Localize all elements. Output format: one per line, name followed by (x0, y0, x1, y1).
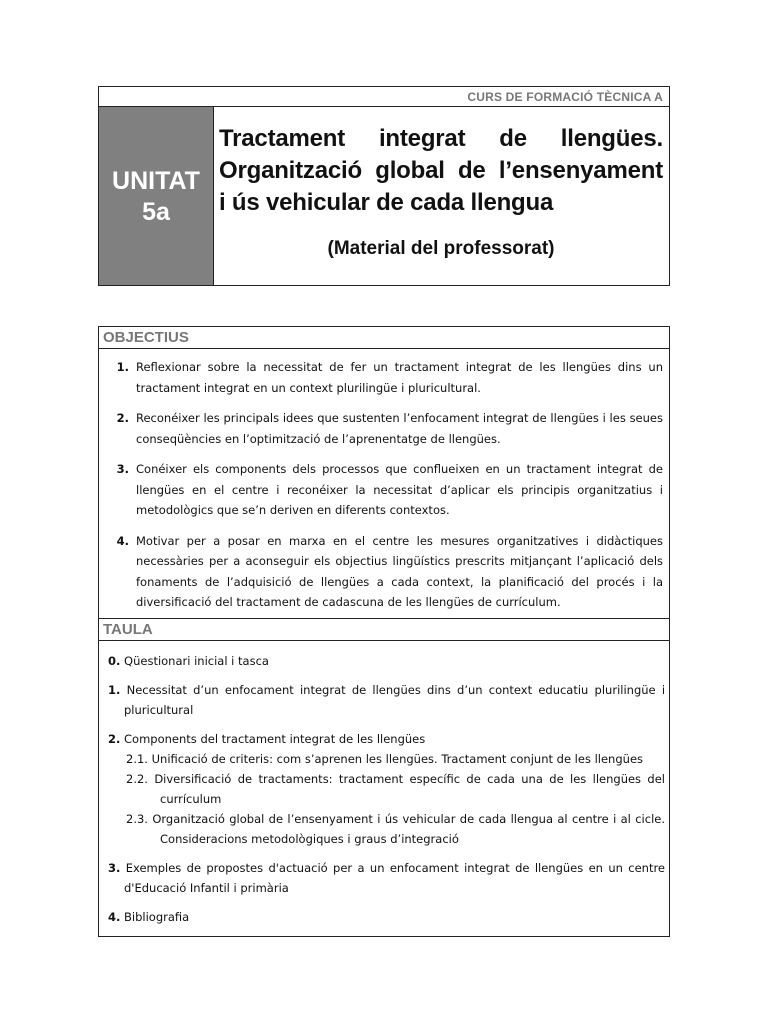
toc-number: 3. (108, 861, 121, 875)
subtitle: (Material del professorat) (327, 238, 555, 259)
objective-number: 3. (116, 462, 129, 476)
content-box (98, 326, 670, 937)
objectius-list (99, 349, 669, 618)
title-line-3: i ús vehicular de cada llengua (219, 189, 554, 216)
title-area (214, 107, 669, 285)
header-box (98, 86, 670, 286)
toc-text: Necessitat d’un enfocament integrat de llengües dins d’un context educatiu plurilingüe i pluricultural (124, 683, 666, 717)
unit-label: UNITAT (112, 167, 200, 195)
toc-sub-text: Organització global de l’ensenyament i ús vehicular de cada llengua al centre i al cicle. Consideracions metodològiques i graus d’integració (152, 812, 666, 846)
objective-number: 4. (116, 533, 129, 548)
objective-text: Reflexionar sobre la necessitat de fer un tractament integrat de les llengües dins un tractament integrat en un context plurilingüe i pluricultural. (136, 360, 663, 395)
toc-sub-number: 2.1. (126, 752, 148, 766)
toc-number: 0. (108, 654, 121, 668)
toc-subitem (126, 749, 665, 769)
toc-sub-text: Diversificació de tractaments: tractament específic de cada una de les llengües del currículum (154, 772, 665, 806)
toc-sub-text: Unificació de criteris: com s’aprenen les llengües. Tractament conjunt de les llengües (151, 752, 644, 766)
toc-sub-number: 2.3. (126, 812, 148, 826)
toc-item (108, 680, 665, 720)
toc-number: 4. (108, 910, 121, 924)
toc-text: Components del tractament integrat de les llengües (124, 732, 426, 746)
toc-item (108, 729, 665, 749)
table-of-contents (99, 641, 669, 927)
toc-item (108, 858, 665, 898)
objective-text: Motivar per a posar en marxa en el centre les mesures organitzatives i didàctiques necessàries per a aconseguir els objectius lingüístics prescrits mitjançant l’aplicació dels fonaments de l’adquisició de llengües a cada context, la planificació del procés i la diversificació del tractament de cadascuna de les llengües de currículum. (136, 533, 663, 609)
toc-number: 2. (108, 732, 121, 746)
objective-item (99, 531, 665, 613)
toc-subitem (126, 809, 665, 849)
unit-box (99, 107, 214, 285)
objective-number: 2. (116, 411, 129, 425)
toc-text: Bibliografia (124, 910, 190, 924)
objective-text: Reconéixer les principals idees que sustenten l’enfocament integrat de llengües i les seues conseqüències en l’optimització de l’aprenentatge de llengües. (136, 411, 663, 446)
title-line-1: Tractament integrat de llengües. (219, 125, 663, 152)
toc-text: Qüestionari inicial i tasca (124, 654, 269, 668)
toc-item (108, 907, 665, 927)
objective-item (99, 408, 665, 449)
unit-number: 5a (142, 198, 170, 226)
objective-text: Conéixer els components dels processos que conflueixen en un tractament integrat de llengües en el centre i reconéixer la necessitat d’aplicar els principis organitzatius i metodològics que se’n deriven en diferents contextos. (136, 462, 663, 517)
toc-subitem (126, 769, 665, 809)
header-row (99, 107, 669, 285)
objective-item (99, 357, 665, 398)
title-line-2: Organització global de l’ensenyament (219, 157, 663, 184)
objective-number: 1. (116, 360, 129, 374)
toc-sub-number: 2.2. (126, 772, 148, 786)
course-label: CURS DE FORMACIÓ TÈCNICA A (99, 87, 669, 107)
toc-item (108, 651, 665, 671)
taula-heading: TAULA (99, 618, 669, 641)
toc-text: Exemples de propostes d'actuació per a un enfocament integrat de llengües en un centre d'Educació Infantil i primària (124, 861, 666, 895)
toc-number: 1. (108, 683, 121, 697)
objective-item (99, 459, 665, 521)
objectius-heading: OBJECTIUS (99, 327, 669, 349)
